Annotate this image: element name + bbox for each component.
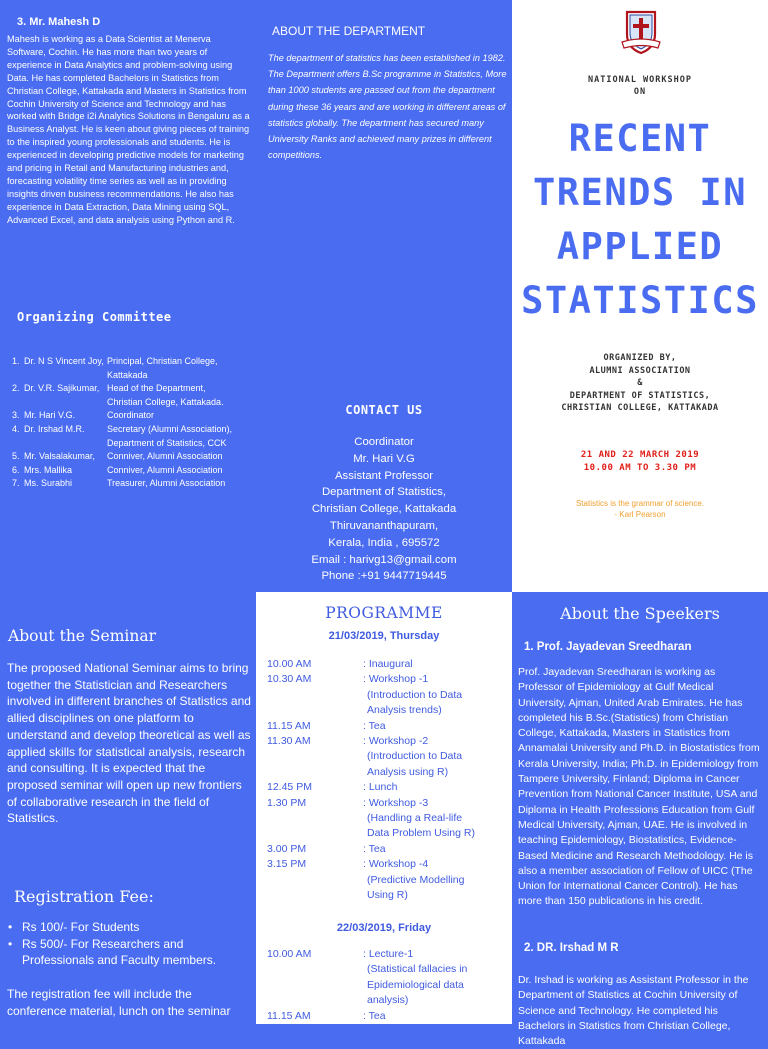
- schedule-detail: Epidemiological data: [367, 978, 464, 991]
- member-number: 5.: [12, 451, 20, 462]
- speaker-1-name: 1. Prof. Jayadevan Sreedharan: [524, 641, 692, 653]
- member-role: Head of the Department,: [107, 383, 206, 394]
- quote: [512, 499, 768, 520]
- registration-item: • Rs 500/- For Researchers and Professionals and Faculty members.: [8, 936, 248, 969]
- contact-line: Christian College, Kattakada: [311, 503, 457, 516]
- schedule-activity: : Tea: [363, 719, 386, 732]
- schedule-detail: (Handling a Real-life: [367, 812, 463, 825]
- schedule-activity: : Workshop -4: [363, 858, 429, 871]
- member-role: Conniver, Alumni Association: [107, 451, 223, 462]
- seminar-text: The proposed National Seminar aims to bring together the Statistician and Researchers involved in different branches of Statistics and allied disciplines on one platform to understand and develop theoretical as well as applied skills for statistical analysis, research and consulting. It is expected that the proposed seminar will open up new frontiers of collaborative research in the field of Statistics.: [7, 661, 251, 826]
- member-name: Ms. Surabhi: [24, 478, 73, 489]
- registration-item: • Rs 100/- For Students: [8, 919, 248, 936]
- organized-by: [512, 352, 768, 415]
- committee-member: [12, 464, 256, 478]
- member-number: 6.: [12, 464, 20, 475]
- schedule-detail: (Introduction to Data: [367, 750, 463, 763]
- member-name: Dr. N S Vincent Joy,: [24, 356, 104, 366]
- member-role: Secretary (Alumni Association),: [107, 423, 233, 434]
- day-2-heading: 22/03/2019, Friday: [336, 922, 432, 934]
- schedule-activity: : Lunch: [363, 781, 398, 794]
- member-role-continued: Christian College, Kattakada.: [107, 396, 224, 407]
- schedule-row: [267, 857, 507, 872]
- speaker-3-name: 3. Mr. Mahesh D: [17, 16, 101, 28]
- member-number: 3.: [12, 410, 20, 421]
- schedule-activity: : Workshop -2: [363, 735, 429, 748]
- member-role: Principal, Christian College,: [107, 356, 218, 366]
- schedule-activity: : Tea: [363, 842, 386, 855]
- member-role: Conniver, Alumni Association: [107, 464, 223, 475]
- member-name: Mr. Hari V.G.: [24, 410, 76, 421]
- speaker-3-bio: Mahesh is working as a Data Scientist at Menerva Software, Cochin. He has more than two years of experience in Data Analytics and problem-solving using Data. He has completed Bachelors in Statistics from Christian College, Kattakada and Masters in Statistics from Cochin University of Science and Technology and has worked with Bridge i2i Analytics Solutions in Bengaluru as a Business Analyst. He is keen about giving pieces of training to the inspired young professionals and students. He is experienced in developing predictive models for marketing and pricing in Retail and Manufacturing industries and, forecasting volatility time series as well as in providing insights driven business recommendations. He also has experience in Data Extraction, Data Mining using SQL, Advanced Excel, and data analysis using Python and R.: [7, 34, 250, 225]
- registration-title: Registration Fee:: [14, 887, 154, 906]
- schedule-detail: Using R): [367, 889, 408, 902]
- day-1-schedule: [267, 657, 507, 904]
- committee-member: [12, 423, 256, 437]
- day-2-schedule: [267, 947, 507, 1024]
- contact-line: Kerala, India , 695572: [328, 536, 440, 549]
- committee-member: [12, 450, 256, 464]
- schedule-activity: : Inaugural: [363, 658, 413, 670]
- schedule-row: [267, 1009, 507, 1024]
- committee-title: Organizing Committee: [17, 310, 172, 324]
- event-time: 10.00 AM TO 3.30 PM: [583, 462, 697, 473]
- schedule-activity: : Lecture-1: [363, 948, 414, 960]
- quote-text: Statistics is the grammar of science.: [575, 499, 705, 508]
- schedule-detail: Analysis using R): [367, 765, 449, 778]
- contact-line: Department of Statistics,: [321, 486, 447, 499]
- member-name: Mr. Valsalakumar,: [24, 451, 95, 462]
- schedule-detail: (Predictive Modelling: [367, 873, 465, 886]
- event-dates: [512, 449, 768, 474]
- contact-line: Phone :+91 9447719445: [321, 570, 447, 583]
- schedule-detail: Analysis trends): [367, 704, 442, 717]
- member-name: Mrs. Mallika: [24, 464, 73, 475]
- member-number: 1.: [12, 356, 20, 366]
- member-role-continued: Kattakada: [107, 369, 148, 380]
- schedule-time: 3.15 PM: [267, 858, 307, 871]
- registration-note: The registration fee will include the conference material, lunch on the seminar: [7, 987, 231, 1018]
- schedule-detail: (Introduction to Data: [367, 688, 463, 701]
- schedule-time: 10.30 AM: [267, 673, 312, 686]
- member-name: Dr. Irshad M.R.: [24, 423, 85, 434]
- schedule-activity: : Workshop -1: [363, 673, 429, 686]
- contact-line: Email : harivg13@gmail.com: [311, 553, 457, 566]
- speaker-2-bio: Dr. Irshad is working as Assistant Professor in the Department of Statistics at Cochin University of Science and Technology. He completed his Bachelors in Statistics from Christian College, Kattakada: [518, 974, 749, 1048]
- contact-title: CONTACT US: [345, 403, 423, 417]
- schedule-row: [267, 947, 507, 962]
- title-line: APPLIED: [556, 225, 724, 268]
- schedule-row: [267, 657, 507, 672]
- contact-line: Mr. Hari V.G: [353, 452, 415, 465]
- contact-line: Thiruvananthapuram,: [329, 519, 439, 532]
- speakers-title: About the Speekers: [560, 604, 720, 623]
- member-number: 4.: [12, 423, 20, 434]
- committee-member: [12, 382, 256, 396]
- organizer-line: ORGANIZED BY,: [603, 353, 677, 363]
- organizer-line: &: [637, 378, 643, 388]
- title-line: STATISTICS: [521, 279, 759, 322]
- speaker-1-bio: Prof. Jayadevan Sreedharan is working as Professor of Epidemiology at Gulf Medical University, Ajman, United Arab Emirates. He has completed his B.Sc.(Statistics) from Christian College, Kattakada, Masters in Statistics from Annamalai University and Ph.D. in Biostatistics from Kerala University, India; Ph.D. in Epidemiology from Tampere University, Finland; Diploma in Cancer Prevention from National Cancer Institute, USA and Diploma in Health Professions Education from Gulf Medical University, Ajman, UAE. He is involved in teaching Epidemiology, Biostatistics, Evidence-Based Medicine and Research Methodology. He is also a member association of Fellow of UICC (The Union for International Cancer Control). He has more than 150 publications in his credit.: [518, 666, 760, 908]
- schedule-row: [267, 780, 507, 795]
- contact-line: Coordinator: [354, 436, 414, 448]
- schedule-time: 1.30 PM: [267, 796, 307, 809]
- title-line: RECENT: [568, 117, 712, 160]
- schedule-time: 10.00 AM: [267, 948, 312, 960]
- programme-title: PROGRAMME: [325, 604, 443, 622]
- member-number: 7.: [12, 478, 20, 489]
- registration-list: [8, 919, 248, 969]
- member-role: Coordinator: [107, 410, 155, 421]
- member-role-continued: Department of Statistics, CCK: [107, 437, 227, 448]
- department-title: ABOUT THE DEPARTMENT: [272, 24, 426, 38]
- committee-member: [12, 409, 256, 423]
- schedule-time: 11.15 AM: [267, 719, 311, 732]
- schedule-row: [267, 842, 507, 857]
- member-role: Treasurer, Alumni Association: [107, 478, 226, 489]
- department-text: The department of statistics has been established in 1982. The Department offers B.Sc programme in Statistics, More than 1000 students are passed out from the department during these 36 years and are working in different areas of statistics globally. The department has secured many University Ranks and achieved many prizes in different competitions.: [268, 53, 507, 161]
- schedule-time: 10.00 AM: [267, 658, 312, 670]
- schedule-row: [267, 719, 507, 734]
- schedule-row: [267, 796, 507, 811]
- schedule-time: 11.30 AM: [267, 735, 311, 748]
- workshop-label: NATIONAL WORKSHOP ON: [588, 75, 692, 97]
- committee-member: [12, 477, 256, 491]
- member-name: Dr. V.R. Sajikumar,: [24, 383, 100, 394]
- event-date: 21 AND 22 MARCH 2019: [580, 450, 700, 460]
- schedule-detail: Data Problem Using R): [367, 827, 475, 840]
- schedule-time: 12.45 PM: [267, 781, 312, 794]
- schedule-activity: : Tea: [363, 1009, 386, 1022]
- contact-line: Assistant Professor: [334, 469, 434, 482]
- contact-details: [256, 434, 512, 585]
- schedule-activity: : Workshop -3: [363, 796, 429, 809]
- speaker-2-name: 2. DR. Irshad M R: [524, 942, 619, 954]
- schedule-time: 11.15 AM: [267, 1009, 311, 1022]
- college-crest-icon: [616, 6, 666, 56]
- schedule-row: [267, 672, 507, 687]
- schedule-time: 3.00 PM: [267, 842, 307, 855]
- committee-member: [12, 355, 256, 369]
- schedule-row: [267, 734, 507, 749]
- schedule-detail: (Statistical fallacies in: [367, 963, 468, 976]
- committee-list: [12, 355, 256, 491]
- organizer-line: CHRISTIAN COLLEGE, KATTAKADA: [561, 403, 719, 413]
- organizer-line: ALUMNI ASSOCIATION: [589, 365, 691, 376]
- member-number: 2.: [12, 383, 20, 394]
- day-1-heading: 21/03/2019, Thursday: [328, 630, 440, 642]
- seminar-title: About the Seminar: [8, 627, 156, 645]
- workshop-title: [512, 112, 768, 328]
- title-line: TRENDS IN: [533, 171, 747, 214]
- quote-author: - Karl Pearson: [614, 509, 666, 519]
- organizer-line: DEPARTMENT OF STATISTICS,: [569, 390, 711, 401]
- schedule-detail: analysis): [367, 994, 409, 1007]
